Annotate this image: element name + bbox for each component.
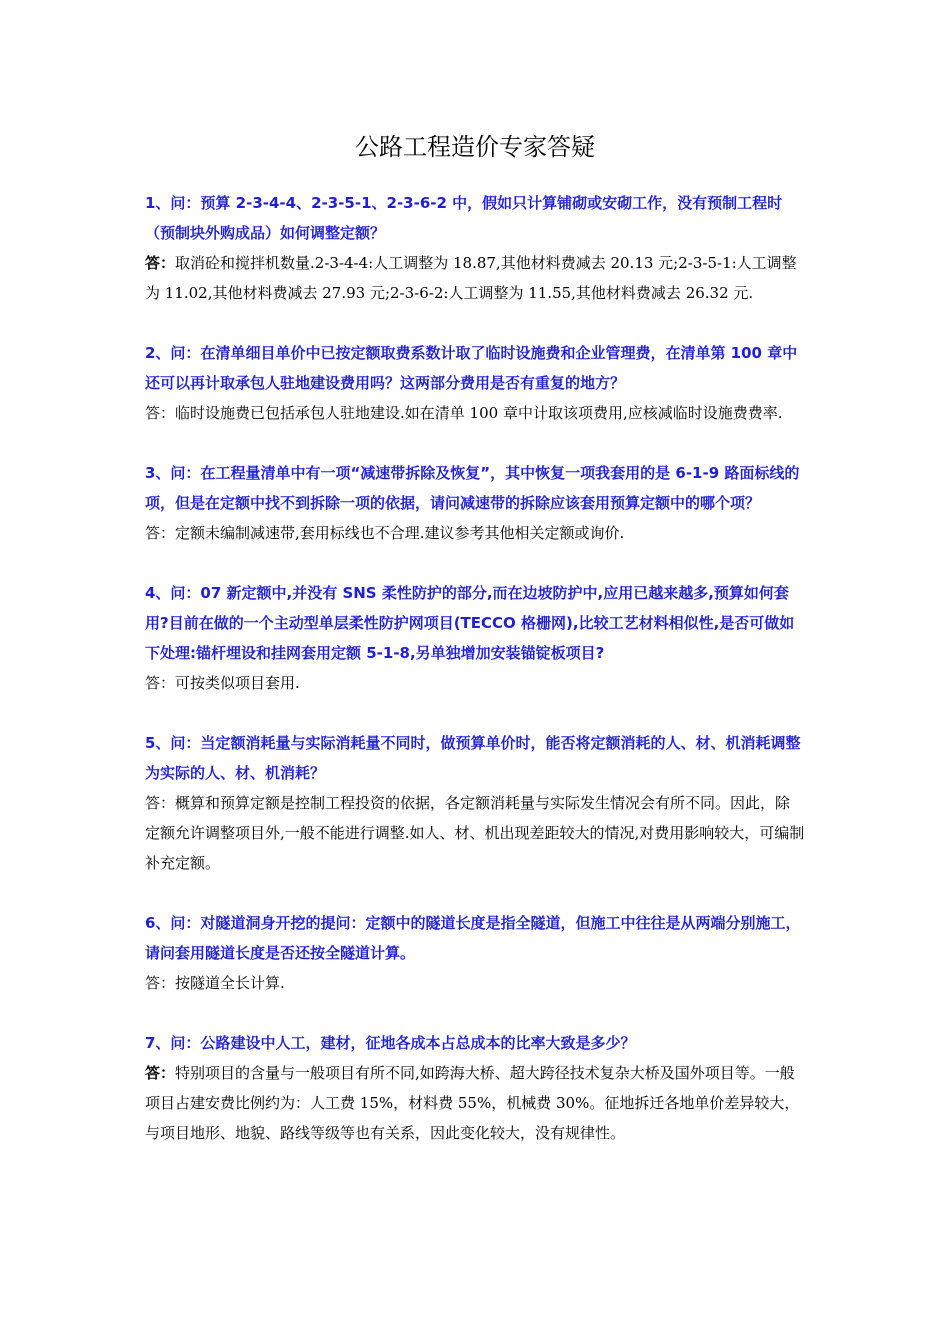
qa-item-7 — [145, 1028, 805, 1148]
question-6: 6、问：对隧道洞身开挖的提问：定额中的隧道长度是指全隧道，但施工中往往是从两端分别施工，请问套用隧道长度是否还按全隧道计算。 — [145, 914, 801, 962]
question-1: 1、问：预算 2-3-4-4、2-3-5-1、2-3-6-2 中，假如只计算铺砌或安砌工作，没有预制工程时（预制块外购成品）如何调整定额？ — [145, 194, 783, 242]
question-7: 7、问：公路建设中人工，建材，征地各成本占总成本的比率大致是多少？ — [145, 1034, 636, 1052]
question-4: 4、问：07 新定额中,并没有 SNS 柔性防护的部分,而在边坡防护中,应用已越来越多,预算如何套用?目前在做的一个主动型单层柔性防护网项目(TECCO 格栅网),比较工艺材料相似性,是否可做如下处理:锚杆埋设和挂网套用定额 5-1-8,另单独增加安装锚锭板项目? — [145, 584, 795, 662]
question-2: 2、问：在清单细目单价中已按定额取费系数计取了临时设施费和企业管理费，在清单第 100 章中还可以再计取承包人驻地建设费用吗？这两部分费用是否有重复的地方？ — [145, 344, 798, 392]
answer-text: 临时设施费已包括承包人驻地建设.如在清单 100 章中计取该项费用,应核减临时设施费费率. — [175, 404, 783, 422]
answer-1 — [145, 248, 805, 308]
answer-text: 概算和预算定额是控制工程投资的依据，各定额消耗量与实际发生情况会有所不同。因此，除定额允许调整项目外,一般不能进行调整.如人、材、机出现差距较大的情况,对费用影响较大，可编制补充定额。 — [145, 794, 805, 872]
answer-3 — [145, 518, 805, 548]
answer-6 — [145, 968, 805, 998]
qa-item-2 — [145, 338, 805, 428]
answer-2 — [145, 398, 805, 428]
answer-label: 答： — [145, 974, 176, 992]
answer-label: 答： — [145, 1064, 176, 1082]
question-5: 5、问：当定额消耗量与实际消耗量不同时，做预算单价时，能否将定额消耗的人、材、机消耗调整为实际的人、材、机消耗？ — [145, 734, 801, 782]
qa-item-6 — [145, 908, 805, 998]
answer-label: 答： — [145, 254, 176, 272]
answer-text: 定额未编制减速带,套用标线也不合理.建议参考其他相关定额或询价. — [175, 524, 625, 542]
answer-text: 取消砼和搅拌机数量.2-3-4-4:人工调整为 18.87,其他材料费减去 20.13 元;2-3-5-1:人工调整为 11.02,其他材料费减去 27.93 元;2-3-6-2:人工调整为 11.55,其他材料费减去 26.32 元. — [145, 254, 797, 302]
answer-4 — [145, 668, 805, 698]
answer-7 — [145, 1058, 805, 1148]
qa-item-5 — [145, 728, 805, 878]
qa-item-1 — [145, 188, 805, 308]
answer-label: 答： — [145, 794, 176, 812]
qa-item-4 — [145, 578, 805, 698]
answer-5 — [145, 788, 805, 878]
qa-item-3 — [145, 458, 805, 548]
answer-label: 答： — [145, 404, 176, 422]
answer-text: 可按类似项目套用. — [175, 674, 300, 692]
answer-label: 答： — [145, 674, 176, 692]
page-title: 公路工程造价专家答疑 — [355, 133, 595, 161]
answer-label: 答： — [145, 524, 176, 542]
answer-text: 按隧道全长计算. — [175, 974, 285, 992]
answer-text: 特别项目的含量与一般项目有所不同,如跨海大桥、超大跨径技术复杂大桥及国外项目等。一般项目占建安费比例约为：人工费 15%，材料费 55%，机械费 30%。征地拆迁各地单价差异较大，与项目地形、地貌、路线等级等也有关系，因此变化较大，没有规律性。 — [145, 1064, 800, 1142]
question-3: 3、问：在工程量清单中有一项“减速带拆除及恢复”，其中恢复一项我套用的是 6-1-9 路面标线的项，但是在定额中找不到拆除一项的依据，请问减速带的拆除应该套用预算定额中的哪个项？ — [145, 464, 800, 512]
